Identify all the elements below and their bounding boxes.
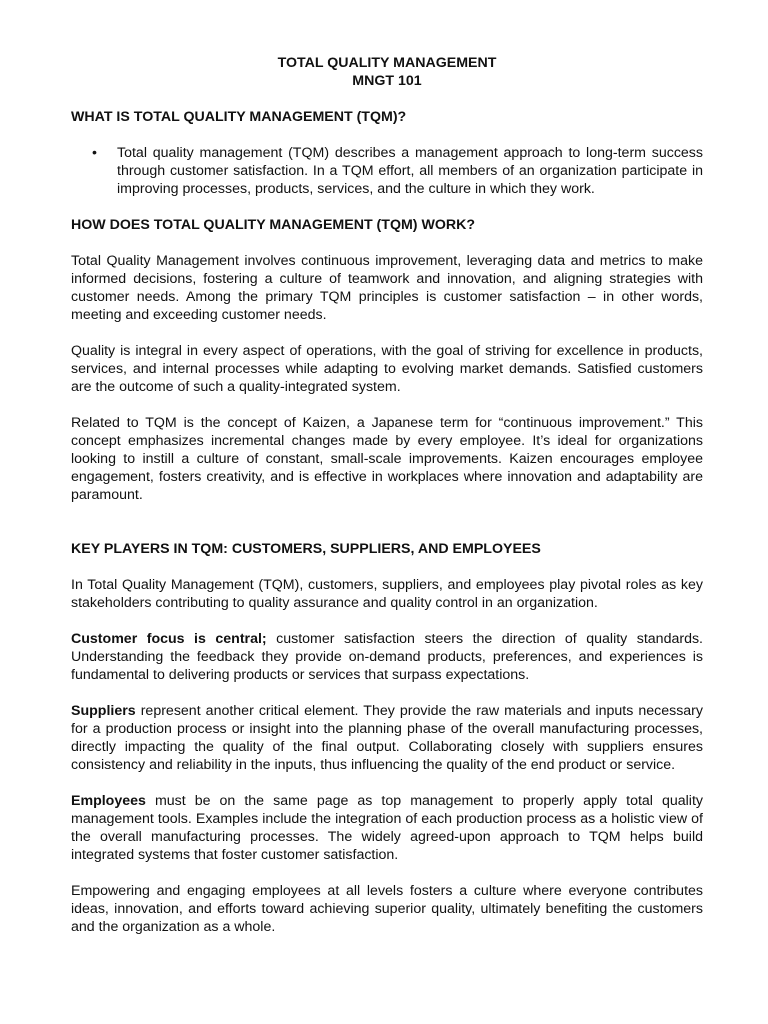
document-page <box>71 54 703 936</box>
list-item <box>92 144 703 198</box>
paragraph-employees <box>71 792 703 864</box>
paragraph-body: customer satisfaction steers the direction of quality standards. Understanding the feedback they provide on-demand products, preferences, and experiences is fundamental to delivering products or services that surpass expectations. <box>71 631 703 683</box>
paragraph-body: represent another critical element. They provide the raw materials and inputs necessary for a production process or insight into the planning phase of the overall manufacturing processes, directly impacting the quality of the final output. Collaborating closely with suppliers ensures consistency and reliability in the inputs, thus influencing the quality of the end product or service. <box>71 703 703 773</box>
paragraph: Empowering and engaging employees at all levels fosters a culture where everyone contributes ideas, innovation, and efforts toward achieving superior quality, ultimately benefiting the customers and the organization as a whole. <box>71 883 703 935</box>
bold-lead-customer-focus: Customer focus is central; <box>71 631 267 647</box>
paragraph-suppliers <box>71 702 703 774</box>
paragraph: Quality is integral in every aspect of operations, with the goal of striving for excellence in products, services, and internal processes while adapting to evolving market demands. Satisfied customers are the outcome of such a quality-integrated system. <box>71 343 703 395</box>
paragraph: In Total Quality Management (TQM), customers, suppliers, and employees play pivotal roles as key stakeholders contributing to quality assurance and quality control in an organization. <box>71 577 703 611</box>
paragraph-body: must be on the same page as top management to properly apply total quality management tools. Examples include the integration of each production process as a holistic view of the overall manufacturing processes. The widely agreed-upon approach to TQM helps build integrated systems that foster customer satisfaction. <box>71 793 703 863</box>
title-line-1: TOTAL QUALITY MANAGEMENT <box>277 55 497 71</box>
section-heading-how-does-tqm-work: HOW DOES TOTAL QUALITY MANAGEMENT (TQM) WORK? <box>71 217 476 233</box>
section-heading-key-players: KEY PLAYERS IN TQM: CUSTOMERS, SUPPLIERS, AND EMPLOYEES <box>71 541 541 557</box>
document-title <box>71 54 703 90</box>
paragraph: Total Quality Management involves continuous improvement, leveraging data and metrics to make informed decisions, fostering a culture of teamwork and innovation, and aligning strategies with customer needs. Among the primary TQM principles is customer satisfaction – in other words, meeting and exceeding customer needs. <box>71 253 703 323</box>
bold-lead-suppliers: Suppliers <box>71 703 136 719</box>
bullet-text: Total quality management (TQM) describes a management approach to long-term success through customer satisfaction. In a TQM effort, all members of an organization participate in improving processes, products, services, and the culture in which they work. <box>117 145 703 197</box>
paragraph: Related to TQM is the concept of Kaizen, a Japanese term for “continuous improvement.” This concept emphasizes incremental changes made by every employee. It’s ideal for organizations looking to instill a culture of constant, small-scale improvements. Kaizen encourages employee engagement, fosters creativity, and is effective in workplaces where innovation and adaptability are paramount. <box>71 415 703 503</box>
bold-lead-employees: Employees <box>71 793 146 809</box>
title-line-2: MNGT 101 <box>352 73 422 89</box>
bullet-icon: • <box>92 145 97 161</box>
section-heading-what-is-tqm: WHAT IS TOTAL QUALITY MANAGEMENT (TQM)? <box>71 109 407 125</box>
paragraph-customer-focus <box>71 630 703 684</box>
bullet-list <box>71 144 703 198</box>
